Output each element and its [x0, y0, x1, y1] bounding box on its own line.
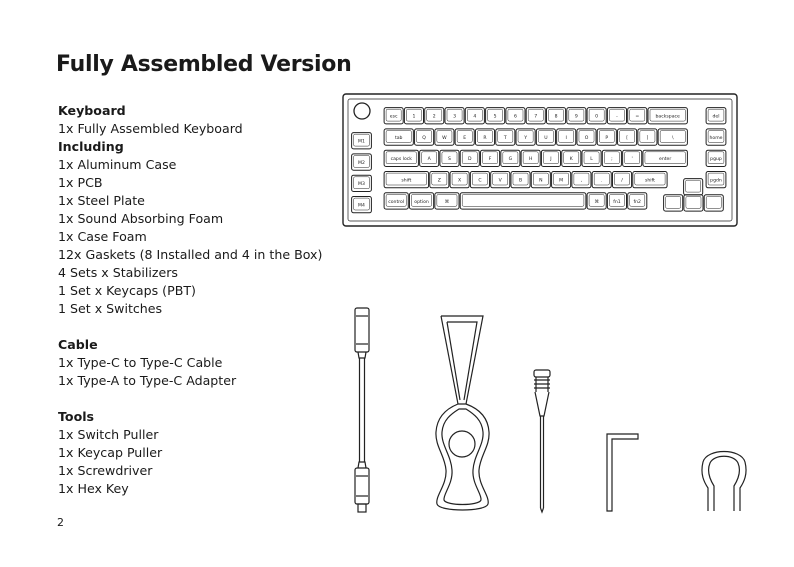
- page-title: Fully Assembled Version: [56, 52, 352, 77]
- keycap: [536, 129, 555, 145]
- key-legend: .: [600, 178, 603, 184]
- screwdriver-icon: [534, 370, 550, 512]
- key-legend: enter: [659, 157, 672, 163]
- key-legend: M1: [358, 139, 365, 145]
- keycap: [384, 129, 413, 145]
- keycap-puller-icon: [436, 316, 489, 510]
- key-legend: D: [468, 157, 472, 163]
- keycap: [612, 172, 631, 188]
- key-legend: [: [626, 135, 628, 141]
- keycap: [455, 129, 474, 145]
- key-legend: ,: [580, 178, 583, 184]
- keycap: [526, 108, 545, 124]
- list-item: 1x Switch Puller: [58, 427, 159, 442]
- keycap: [511, 172, 530, 188]
- keycap: [557, 129, 576, 145]
- key-legend: del: [712, 114, 720, 120]
- list-item: 1x Steel Plate: [58, 193, 145, 208]
- key-legend: /: [621, 178, 623, 184]
- including-heading: Including: [58, 139, 124, 154]
- hex-key-icon: [607, 434, 638, 511]
- keycap: [470, 172, 489, 188]
- usb-c-cable-icon: [355, 308, 369, 512]
- key-legend: -: [616, 114, 618, 120]
- keycap: [684, 195, 703, 211]
- key-legend: W: [442, 135, 447, 141]
- key-legend: shift: [644, 178, 655, 184]
- cable-heading: Cable: [58, 337, 98, 352]
- keycap: [404, 108, 423, 124]
- keycap: [633, 172, 667, 188]
- keycap: [648, 108, 687, 124]
- list-item: 1x Type-C to Type-C Cable: [58, 355, 223, 370]
- keycap: [597, 129, 616, 145]
- keycap: [684, 179, 703, 195]
- knob-icon: [354, 103, 370, 119]
- keycap: [521, 150, 540, 166]
- keycap: [658, 129, 687, 145]
- list-item: 1x Case Foam: [58, 229, 147, 244]
- keycap: [460, 193, 586, 209]
- keycap: [638, 129, 657, 145]
- keycap: [496, 129, 515, 145]
- keycap: [465, 108, 484, 124]
- key-legend: ]: [646, 135, 649, 141]
- keycap: [628, 108, 647, 124]
- keyboard-heading: Keyboard: [58, 103, 126, 118]
- keycap: [607, 193, 626, 209]
- key-legend: pgdn: [710, 178, 722, 184]
- key-legend: 6: [513, 114, 517, 120]
- key-legend: 2: [432, 114, 436, 120]
- keycap: [602, 150, 621, 166]
- key-legend: 9: [574, 114, 578, 120]
- key-legend: ⌘: [444, 199, 450, 205]
- key-legend: backspace: [655, 114, 680, 120]
- key-legend: K: [569, 157, 573, 163]
- key-legend: T: [503, 135, 507, 141]
- keycap: [577, 129, 596, 145]
- key-legend: 4: [473, 114, 477, 120]
- list-item: 4 Sets x Stabilizers: [58, 265, 178, 280]
- keycap: [607, 108, 626, 124]
- key-legend: 8: [554, 114, 558, 120]
- key-legend: J: [550, 157, 552, 163]
- keycap: [491, 172, 510, 188]
- key-legend: shift: [401, 178, 412, 184]
- list-item: 1x Screwdriver: [58, 463, 153, 478]
- list-item: 1x Type-A to Type-C Adapter: [58, 373, 237, 388]
- keycap: [623, 150, 642, 166]
- list-item: 1x Aluminum Case: [58, 157, 177, 172]
- keycap: [552, 172, 571, 188]
- keycap: [384, 193, 408, 209]
- key-legend: G: [508, 157, 513, 163]
- key-legend: N: [539, 178, 543, 184]
- keycap: [384, 150, 418, 166]
- page-number: 2: [57, 516, 64, 529]
- keycap: [547, 108, 566, 124]
- key-legend: tab: [394, 135, 403, 141]
- key-legend: R: [483, 135, 487, 141]
- keycap: [664, 195, 683, 211]
- keycap: [450, 172, 469, 188]
- keycap: [592, 172, 611, 188]
- key-legend: home: [709, 135, 723, 141]
- keycap: [384, 172, 428, 188]
- keycap: [352, 133, 372, 149]
- key-legend: V: [498, 178, 502, 184]
- keycap: [618, 129, 637, 145]
- key-legend: L: [590, 157, 593, 163]
- keycap: [506, 108, 525, 124]
- keycap: [628, 193, 647, 209]
- keycap: [704, 195, 723, 211]
- keycap: [541, 150, 560, 166]
- keycap: [475, 129, 494, 145]
- keycap: [445, 108, 464, 124]
- keycap: [706, 108, 726, 124]
- list-item: 1x Fully Assembled Keyboard: [58, 121, 243, 136]
- keycap: [352, 154, 372, 170]
- key-legend: O: [584, 135, 589, 141]
- keycap: [587, 108, 606, 124]
- key-legend: caps lock: [390, 157, 412, 163]
- key-legend: 5: [493, 114, 497, 120]
- key-legend: M4: [358, 203, 365, 209]
- key-legend: B: [518, 178, 523, 184]
- list-item: 1x PCB: [58, 175, 103, 190]
- keycap: [706, 172, 726, 188]
- key-legend: pgup: [710, 157, 722, 163]
- key-legend: Z: [437, 178, 441, 184]
- key-legend: U: [544, 135, 548, 141]
- key-legend: control: [388, 199, 405, 205]
- keycap: [352, 197, 372, 213]
- key-legend: I: [565, 135, 567, 141]
- keycap: [435, 193, 459, 209]
- key-legend: E: [463, 135, 467, 141]
- key-legend: H: [528, 157, 533, 163]
- keycap: [486, 108, 505, 124]
- key-legend: ;: [611, 157, 613, 163]
- key-legend: S: [448, 157, 451, 163]
- key-legend: esc: [389, 114, 398, 120]
- keycap: [501, 150, 520, 166]
- keycap: [440, 150, 459, 166]
- keycap: [516, 129, 535, 145]
- key-legend: M3: [358, 182, 365, 188]
- key-legend: fn2: [633, 199, 641, 205]
- key-legend: P: [605, 135, 609, 141]
- key-legend: X: [458, 178, 462, 184]
- key-legend: \: [671, 135, 674, 141]
- key-legend: =: [635, 114, 640, 120]
- keycap: [481, 150, 500, 166]
- keycap: [425, 108, 444, 124]
- key-legend: F: [488, 157, 492, 163]
- key-legend: M: [559, 178, 564, 184]
- key-legend: option: [414, 199, 429, 205]
- list-item: 1x Sound Absorbing Foam: [58, 211, 224, 226]
- keycap: [460, 150, 479, 166]
- keycap: [706, 129, 726, 145]
- key-legend: 3: [453, 114, 457, 120]
- key-legend: 0: [595, 114, 599, 120]
- key-legend: ': [631, 157, 633, 163]
- list-item: 1 Set x Keycaps (PBT): [58, 283, 196, 298]
- keycap: [567, 108, 586, 124]
- key-legend: C: [478, 178, 482, 184]
- key-legend: ⌘: [594, 199, 599, 205]
- keycap: [572, 172, 591, 188]
- tools-heading: Tools: [58, 409, 95, 424]
- keycap: [582, 150, 601, 166]
- keycap: [384, 108, 403, 124]
- list-item: 1x Hex Key: [58, 481, 129, 496]
- keycap: [531, 172, 550, 188]
- keycap: [562, 150, 581, 166]
- list-item: 12x Gaskets (8 Installed and 4 in the Box): [58, 247, 323, 262]
- keycap: [587, 193, 606, 209]
- keycap: [409, 193, 433, 209]
- key-legend: Y: [524, 135, 528, 141]
- key-legend: 7: [534, 114, 538, 120]
- keycap: [415, 129, 434, 145]
- keycap: [706, 150, 726, 166]
- key-legend: A: [427, 157, 431, 163]
- key-legend: Q: [422, 135, 426, 141]
- list-item: 1x Keycap Puller: [58, 445, 163, 460]
- keycap: [430, 172, 449, 188]
- key-legend: M2: [358, 160, 365, 166]
- keyboard-illustration: [343, 94, 737, 226]
- key-legend: 1: [412, 114, 416, 120]
- keycap: [643, 150, 687, 166]
- keycap: [352, 175, 372, 191]
- keycap: [435, 129, 454, 145]
- switch-puller-icon: [702, 452, 746, 512]
- keycap: [420, 150, 439, 166]
- key-legend: fn1: [613, 199, 621, 205]
- list-item: 1 Set x Switches: [58, 301, 163, 316]
